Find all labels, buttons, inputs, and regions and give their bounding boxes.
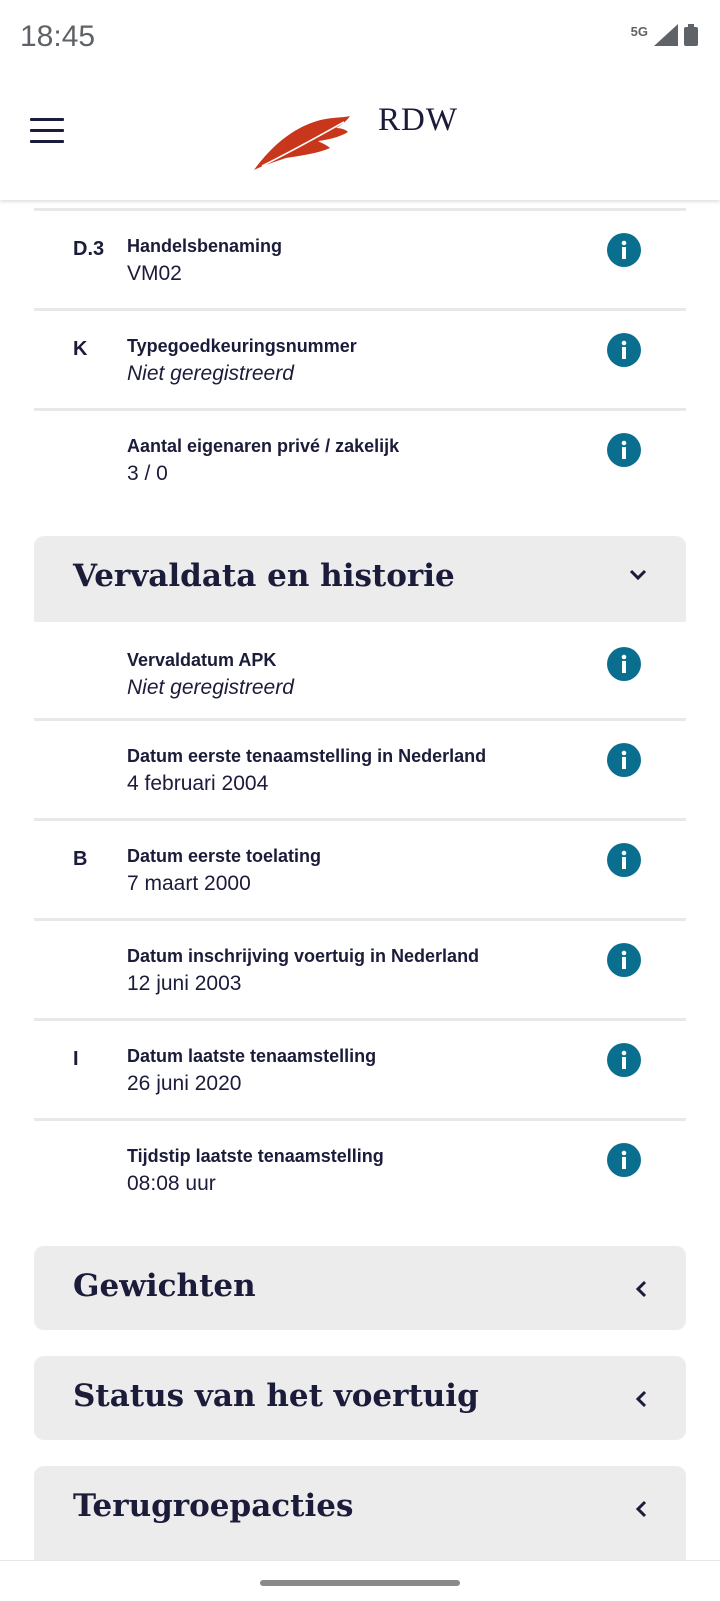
chevron-down-icon: [628, 568, 648, 587]
detail-row-laatste-tenaamstelling: [34, 1018, 686, 1118]
home-indicator[interactable]: [260, 1580, 460, 1586]
detail-row-tijdstip-tenaamstelling: [34, 1118, 686, 1218]
section-vervaldata-en-historie[interactable]: [34, 536, 686, 622]
row-value: VM02: [127, 262, 182, 285]
rdw-feather-icon: [252, 100, 362, 180]
row-value: Niet geregistreerd: [127, 362, 294, 385]
info-icon[interactable]: [607, 233, 641, 267]
detail-row-inschrijving-nl: [34, 918, 686, 1018]
row-divider: [34, 718, 686, 721]
row-value: 12 juni 2003: [127, 972, 242, 995]
status-icons: [631, 24, 698, 51]
section-title: Terugroepacties: [73, 1488, 354, 1524]
row-label: Tijdstip laatste tenaamstelling: [127, 1146, 384, 1166]
detail-row-handelsbenaming: [34, 208, 686, 308]
row-value: 7 maart 2000: [127, 872, 251, 895]
info-icon[interactable]: [607, 743, 641, 777]
section-title: Gewichten: [73, 1268, 256, 1304]
detail-row-typegoedkeuringsnummer: [34, 308, 686, 408]
row-code: K: [73, 338, 88, 360]
info-icon[interactable]: [607, 1043, 641, 1077]
rdw-logo[interactable]: [258, 92, 468, 180]
row-label: Datum inschrijving voertuig in Nederland: [127, 946, 480, 966]
info-icon[interactable]: [607, 943, 641, 977]
detail-row-eerste-toelating: [34, 818, 686, 918]
row-label: Datum eerste toelating: [127, 846, 322, 866]
signal-icon: [654, 24, 678, 51]
row-divider: [34, 918, 686, 921]
detail-row-aantal-eigenaren: [34, 408, 686, 508]
battery-icon: [684, 24, 698, 51]
row-code: I: [73, 1048, 79, 1070]
row-value: 08:08 uur: [127, 1172, 216, 1195]
row-code: B: [73, 848, 88, 870]
row-value: 4 februari 2004: [127, 772, 269, 795]
info-icon[interactable]: [607, 647, 641, 681]
row-label: Datum eerste tenaamstelling in Nederland: [127, 746, 487, 766]
vehicle-details: [0, 200, 720, 1560]
detail-row-vervaldatum-apk: [34, 622, 686, 722]
row-value: 26 juni 2020: [127, 1072, 242, 1095]
chevron-left-icon: [634, 1499, 648, 1524]
app-header: [0, 78, 720, 200]
gesture-nav-bar: [0, 1560, 720, 1601]
row-divider: [34, 818, 686, 821]
detail-row-eerste-tenaamstelling-nl: [34, 718, 686, 818]
row-label: Typegoedkeuringsnummer: [127, 336, 357, 356]
row-divider: [34, 208, 686, 211]
network-type: 5G: [630, 24, 648, 39]
section-gewichten[interactable]: [34, 1246, 686, 1330]
info-icon[interactable]: [607, 433, 641, 467]
info-icon[interactable]: [607, 843, 641, 877]
info-icon[interactable]: [607, 1143, 641, 1177]
section-terugroepacties[interactable]: [34, 1466, 686, 1560]
row-label: Aantal eigenaren privé / zakelijk: [127, 436, 400, 456]
row-divider: [34, 1018, 686, 1021]
row-divider: [34, 308, 686, 311]
status-time: 18:45: [20, 20, 96, 53]
row-divider: [34, 1118, 686, 1121]
chevron-left-icon: [634, 1279, 648, 1304]
row-divider: [34, 408, 686, 411]
row-label: Vervaldatum APK: [127, 650, 277, 670]
info-icon[interactable]: [607, 333, 641, 367]
row-value: Niet geregistreerd: [127, 676, 294, 699]
row-label: Datum laatste tenaamstelling: [127, 1046, 377, 1066]
hamburger-icon[interactable]: [30, 118, 64, 144]
row-value: 3 / 0: [127, 462, 168, 485]
logo-text: RDW: [378, 102, 458, 138]
chevron-left-icon: [634, 1389, 648, 1414]
section-title: Status van het voertuig: [73, 1378, 479, 1414]
row-label: Handelsbenaming: [127, 236, 283, 256]
section-title: Vervaldata en historie: [73, 558, 455, 594]
section-status-voertuig[interactable]: [34, 1356, 686, 1440]
status-bar: [0, 0, 720, 78]
row-code: D.3: [73, 238, 105, 260]
